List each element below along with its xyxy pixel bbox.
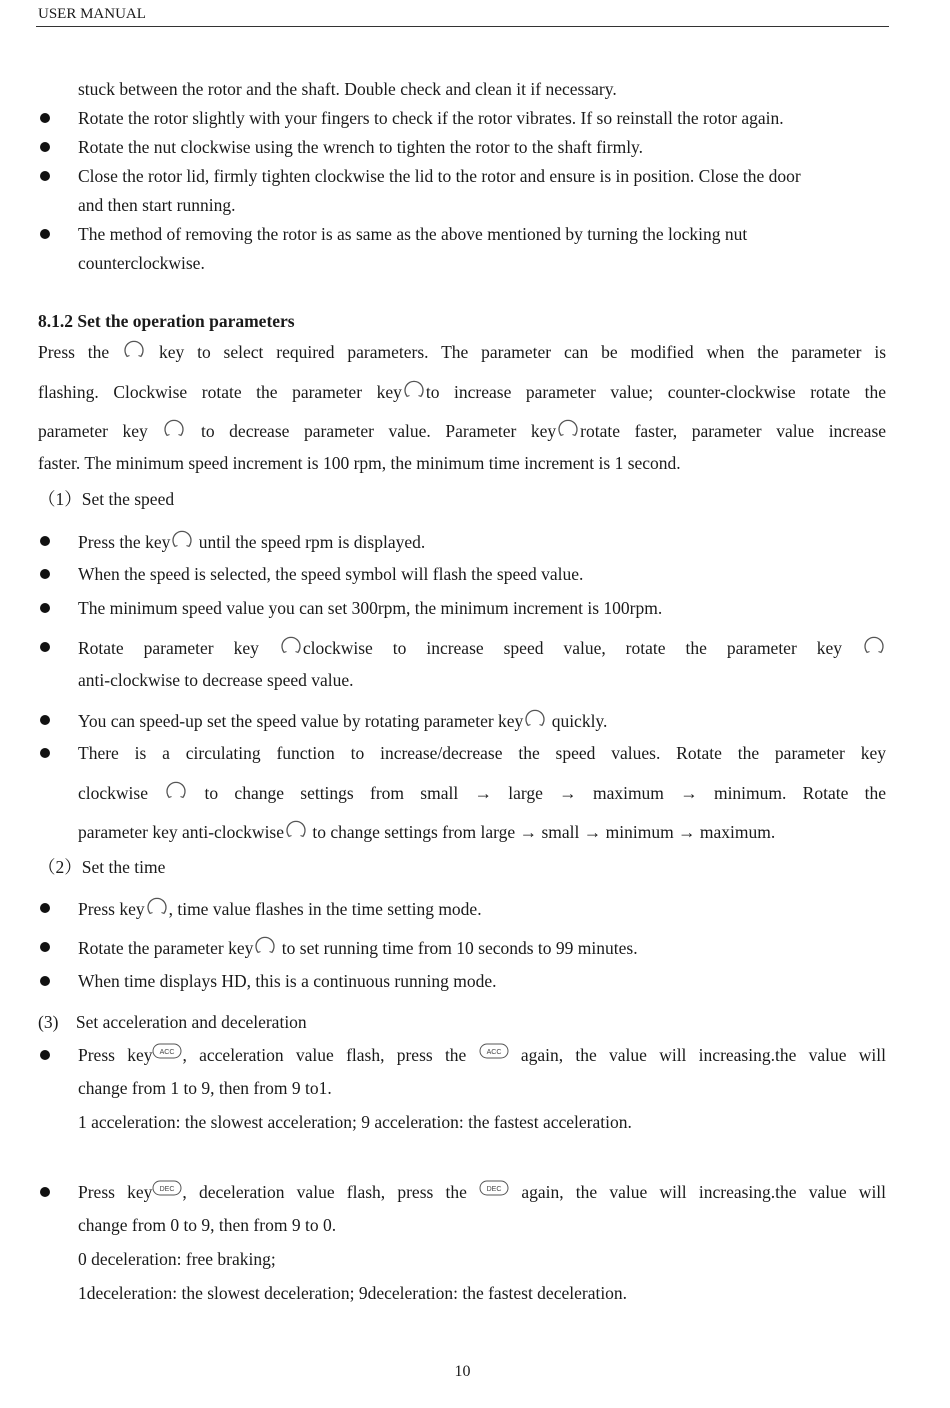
rotor-check-text: Rotate the rotor slightly with your fingers to check if the rotor vibrates. If so reinstall the rotor again.: [78, 108, 784, 128]
bullet-dot: [40, 976, 50, 986]
continuation-text: stuck between the rotor and the shaft. Double check and clean it if necessary.: [78, 79, 617, 99]
item-text: to change settings from large → small → minimum → maximum.: [312, 822, 776, 842]
bullet-dot: [40, 1050, 50, 1060]
speed-item-5: [78, 708, 607, 733]
speed-item-6-line2: [78, 780, 886, 805]
decel-item-line3: 0 deceleration: free braking;: [78, 1249, 276, 1269]
bullet-dot: [40, 748, 50, 758]
speed-item-4-line1: [78, 635, 886, 660]
item-text: to change settings from small → large → maximum → minimum. Rotate the: [204, 783, 887, 803]
item-text: Press the key: [78, 532, 171, 552]
acc-key-icon: [479, 1043, 509, 1059]
bullet-dot: [40, 1187, 50, 1197]
time-item-2: [78, 935, 638, 960]
speed-subheading: （1）Set the speed: [38, 489, 175, 509]
decel-item-line2: change from 0 to 9, then from 9 to 0.: [78, 1215, 337, 1235]
rotary-parameter-key-icon: [523, 708, 547, 730]
item-text: clockwise: [78, 783, 148, 803]
remove-rotor-text-line1: The method of removing the rotor is as same as the above mentioned by turning the locking nut: [78, 224, 748, 244]
speed-item-6-line1: There is a circulating function to increase/decrease the speed values. Rotate the parameter key: [78, 743, 886, 763]
speed-item-4-line2: anti-clockwise to decrease speed value.: [78, 670, 354, 690]
svg-text:DEC: DEC: [486, 1186, 502, 1193]
svg-text:DEC: DEC: [160, 1186, 175, 1193]
bullet-dot: [40, 903, 50, 913]
section-heading: 8.1.2 Set the operation parameters: [38, 311, 295, 331]
remove-rotor-text-line2: counterclockwise.: [78, 253, 205, 273]
bullet-dot: [40, 715, 50, 725]
rotary-parameter-key-icon: [170, 529, 194, 551]
section-para-line2: [38, 379, 886, 404]
close-lid-text-line2: and then start running.: [78, 195, 236, 215]
bullet-dot: [40, 113, 50, 123]
bullet-dot: [40, 536, 50, 546]
time-item-1: [78, 896, 482, 921]
close-lid-text-line1: Close the rotor lid, firmly tighten clockwise the lid to the rotor and ensure is in position. Close the door: [78, 166, 801, 186]
bullet-dot: [40, 229, 50, 239]
item-text: Press key: [78, 899, 145, 919]
time-subheading: （2）Set the time: [38, 857, 166, 877]
time-item-3: When time displays HD, this is a continuous running mode.: [78, 971, 497, 991]
item-text: Press key: [78, 1045, 153, 1065]
item-text: Press key: [78, 1182, 153, 1202]
accel-subheading: (3) Set acceleration and deceleration: [38, 1012, 307, 1032]
rotary-parameter-key-icon: [145, 896, 169, 918]
rotary-parameter-key-icon: [862, 635, 886, 657]
para-text: key to select required parameters. The parameter can be modified when the parameter is: [158, 342, 887, 362]
dec-key-icon: [479, 1180, 509, 1196]
item-text: to set running time from 10 seconds to 99 minutes.: [281, 938, 638, 958]
acc-key-icon: [152, 1043, 182, 1059]
rotary-parameter-key-icon: [253, 935, 277, 957]
item-text: You can speed-up set the speed value by rotating parameter key: [78, 711, 524, 731]
item-text: , deceleration value flash, press the: [182, 1182, 467, 1202]
rotary-parameter-key-icon: [556, 418, 580, 440]
rotary-parameter-key-icon: [402, 379, 426, 401]
para-text: to increase parameter value; counter-clockwise rotate the: [425, 382, 886, 402]
item-text: , time value flashes in the time setting mode.: [168, 899, 482, 919]
dec-key-icon: [152, 1180, 182, 1196]
rotary-parameter-key-icon: [162, 418, 186, 440]
bullet-dot: [40, 942, 50, 952]
speed-item-6-line3: [78, 819, 775, 844]
section-para-line3: [38, 418, 886, 443]
accel-item-line1: [78, 1043, 886, 1067]
rotary-parameter-key-icon: [164, 780, 188, 802]
svg-text:ACC: ACC: [486, 1049, 501, 1056]
bullet-dot: [40, 603, 50, 613]
page-number: 10: [454, 1363, 471, 1380]
running-header: USER MANUAL: [38, 6, 146, 22]
speed-item-3: The minimum speed value you can set 300rpm, the minimum increment is 100rpm.: [78, 598, 663, 618]
item-text: clockwise to increase speed value, rotate the parameter key: [302, 638, 843, 658]
item-text: , acceleration value flash, press the: [182, 1045, 467, 1065]
para-text: rotate faster, parameter value increase: [580, 421, 887, 441]
speed-item-2: When the speed is selected, the speed symbol will flash the speed value.: [78, 564, 584, 584]
section-para-line4: faster. The minimum speed increment is 100 rpm, the minimum time increment is 1 second.: [38, 453, 681, 473]
bullet-dot: [40, 642, 50, 652]
para-text: Press the: [38, 342, 110, 362]
header-rule: [36, 26, 889, 27]
svg-text:ACC: ACC: [160, 1049, 175, 1056]
para-text: to decrease parameter value. Parameter key: [200, 421, 557, 441]
item-text: Rotate parameter key: [78, 638, 259, 658]
para-text: flashing. Clockwise rotate the parameter key: [38, 382, 402, 402]
rotary-parameter-key-icon: [284, 819, 308, 841]
rotary-parameter-key-icon: [122, 339, 146, 361]
decel-item-line4: 1deceleration: the slowest deceleration; 9deceleration: the fastest deceleration.: [78, 1283, 628, 1303]
item-text: Rotate the parameter key: [78, 938, 254, 958]
accel-item-line2: change from 1 to 9, then from 9 to1.: [78, 1078, 332, 1098]
bullet-dot: [40, 569, 50, 579]
speed-item-1: [78, 529, 425, 554]
item-text: again, the value will increasing.the value will: [520, 1045, 887, 1065]
section-para-line1: [38, 339, 886, 364]
rotary-parameter-key-icon: [279, 635, 303, 657]
decel-item-line1: [78, 1180, 886, 1204]
bullet-dot: [40, 142, 50, 152]
item-text: quickly.: [551, 711, 608, 731]
bullet-dot: [40, 171, 50, 181]
item-text: again, the value will increasing.the value will: [521, 1182, 887, 1202]
para-text: parameter key: [38, 421, 148, 441]
item-text: until the speed rpm is displayed.: [198, 532, 426, 552]
tighten-nut-text: Rotate the nut clockwise using the wrench to tighten the rotor to the shaft firmly.: [78, 137, 644, 157]
accel-item-line3: 1 acceleration: the slowest acceleration; 9 acceleration: the fastest acceleration.: [78, 1112, 632, 1132]
item-text: parameter key anti-clockwise: [78, 822, 285, 842]
